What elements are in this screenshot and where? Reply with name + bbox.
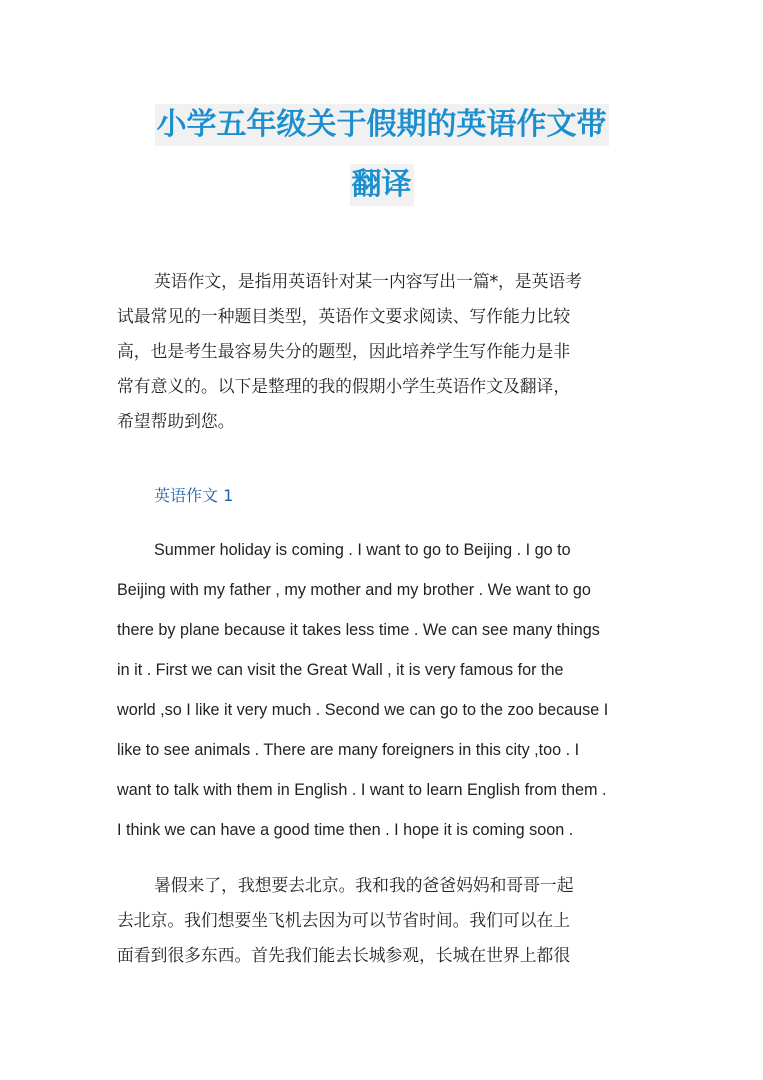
essay-english-paragraph xyxy=(117,530,677,850)
essay-en-line: world ,so I like it very much . Second we can go to the zoo because I xyxy=(117,701,609,719)
essay-en-line: Beijing with my father , my mother and my brother . We want to go xyxy=(117,581,591,599)
essay-chinese-paragraph xyxy=(117,868,657,973)
title-row-2 xyxy=(0,164,763,206)
essay-cn-line: 去北京。我们想要坐飞机去因为可以节省时间。我们可以在上 xyxy=(117,910,571,930)
title-row-1 xyxy=(0,104,763,146)
essay-en-line: like to see animals . There are many foreigners in this city ,too . I xyxy=(117,741,580,759)
essay-en-line: there by plane because it takes less time . We can see many things xyxy=(117,621,600,639)
essay-en-line: I think we can have a good time then . I hope it is coming soon . xyxy=(117,821,574,839)
essay-cn-line: 暑假来了，我想要去北京。我和我的爸爸妈妈和哥哥一起 xyxy=(154,875,574,895)
intro-line: 试最常见的一种题目类型，英语作文要求阅读、写作能力比较 xyxy=(117,306,571,326)
essay-en-line: want to talk with them in English . I want to learn English from them . xyxy=(117,781,607,799)
intro-paragraph xyxy=(117,264,657,439)
document-title-line-2: 翻译 xyxy=(350,164,414,206)
essay-en-line: in it . First we can visit the Great Wall , it is very famous for the xyxy=(117,661,564,679)
intro-line: 常有意义的。以下是整理的我的假期小学生英语作文及翻译， xyxy=(117,376,571,396)
section-heading: 英语作文 1 xyxy=(154,486,234,505)
intro-line: 高，也是考生最容易失分的题型，因此培养学生写作能力是非 xyxy=(117,341,571,361)
essay-en-line: Summer holiday is coming . I want to go to Beijing . I go to xyxy=(154,541,571,559)
document-title-line-1: 小学五年级关于假期的英语作文带 xyxy=(155,104,609,146)
intro-line: 英语作文，是指用英语针对某一内容写出一篇*，是英语考 xyxy=(154,271,582,291)
intro-line: 希望帮助到您。 xyxy=(117,411,235,431)
essay-cn-line: 面看到很多东西。首先我们能去长城参观，长城在世界上都很 xyxy=(117,945,571,965)
